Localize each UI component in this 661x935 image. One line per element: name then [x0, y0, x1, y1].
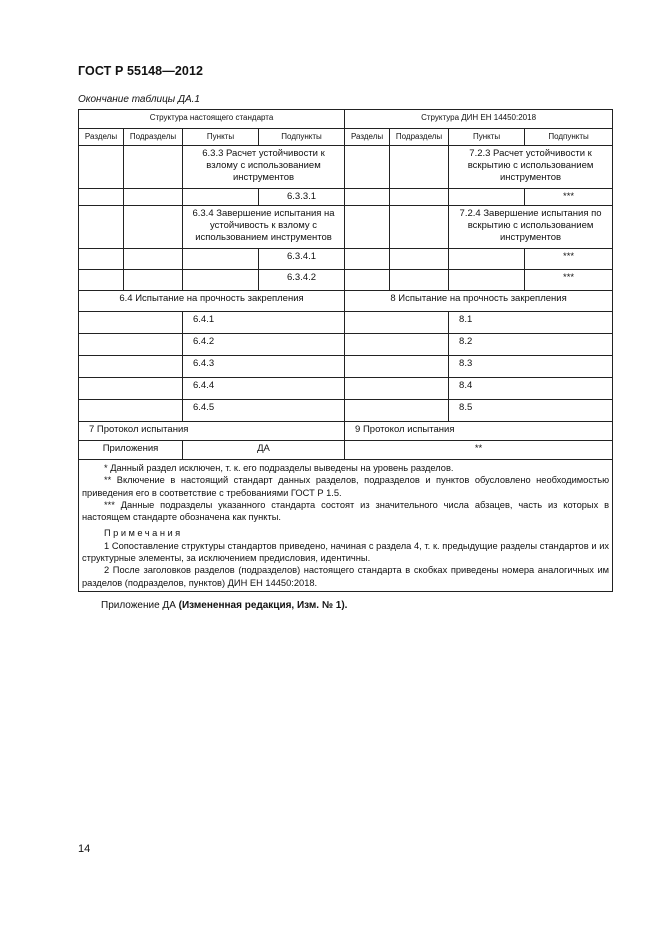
- point-cell: 8.3: [449, 356, 613, 378]
- col-header: Подразделы: [124, 129, 183, 146]
- table-row: [79, 441, 613, 460]
- point-cell: 8.1: [449, 312, 613, 334]
- col-header: Подпункты: [525, 129, 613, 146]
- amendment-note: [101, 600, 347, 611]
- item-cell: 7.2.4 Завершение испытания по вскрытию с использованием инструментов: [449, 206, 613, 249]
- document-header: ГОСТ Р 55148—2012: [78, 64, 204, 78]
- item-cell: 6.3.4 Завершение испытания на устойчивость к взлому с использованием инструментов: [183, 206, 345, 249]
- section-cell: 6.4 Испытание на прочность закрепления: [79, 291, 345, 312]
- table-row: [79, 400, 613, 422]
- table-row: [79, 249, 613, 270]
- col-header: Разделы: [345, 129, 390, 146]
- comparison-table: [78, 109, 613, 592]
- subitem-cell: ***: [525, 249, 613, 270]
- group-left-header: Структура настоящего стандарта: [79, 110, 345, 129]
- point-cell: 6.4.5: [183, 400, 345, 422]
- footnote: *** Данные подразделы указанного стандарта состоят из значительного числа абзацев, часть из которых в настоящем стандарте обозначена как пункты.: [82, 499, 610, 523]
- table-row: [79, 312, 613, 334]
- appendix-cell: ДА: [183, 441, 345, 460]
- appendix-label: Приложения: [79, 441, 183, 460]
- col-header: Разделы: [79, 129, 124, 146]
- point-cell: 6.4.4: [183, 378, 345, 400]
- footnote: ** Включение в настоящий стандарт данных разделов, подразделов и пунктов обусловлено необходимостью приведения его в соответствие с требованиями ГОСТ Р 1.5.: [82, 475, 610, 498]
- protocol-cell: 9 Протокол испытания: [345, 422, 613, 441]
- point-cell: 6.4.2: [183, 334, 345, 356]
- page-number: 14: [78, 843, 91, 855]
- col-header: Подразделы: [390, 129, 449, 146]
- table-row: [79, 422, 613, 441]
- item-cell: 6.3.3 Расчет устойчивости к взлому с использованием инструментов: [183, 146, 345, 189]
- col-header: Пункты: [183, 129, 259, 146]
- point-cell: 8.2: [449, 334, 613, 356]
- table-caption: Окончание таблицы ДА.1: [78, 94, 200, 105]
- table-row: [79, 378, 613, 400]
- subitem-cell: ***: [525, 270, 613, 291]
- table-row: [79, 189, 613, 206]
- subitem-cell: 6.3.4.2: [259, 270, 345, 291]
- table-row: [79, 146, 613, 189]
- note: 2 После заголовков разделов (подразделов) настоящего стандарта в скобках приведены номера аналогичных им разделов (подразделов, пунктов) ДИН ЕН 14450:2018.: [82, 565, 610, 588]
- notes-title: Примечания: [104, 528, 183, 539]
- footnotes-row: [79, 460, 613, 592]
- subitem-cell: 6.3.3.1: [259, 189, 345, 206]
- amendment-prefix: Приложение ДА: [101, 600, 176, 611]
- table-row: [79, 270, 613, 291]
- subitem-cell: ***: [525, 189, 613, 206]
- amendment-bold: (Измененная редакция, Изм. № 1).: [178, 600, 348, 611]
- note: 1 Сопоставление структуры стандартов приведено, начиная с раздела 4, т. к. предыдущие разделы стандартов и их структурные элементы, за исключением предисловия, идентичны.: [82, 540, 610, 564]
- point-cell: 6.4.1: [183, 312, 345, 334]
- point-cell: 6.4.3: [183, 356, 345, 378]
- section-cell: 8 Испытание на прочность закрепления: [345, 291, 613, 312]
- group-right-header: Структура ДИН ЕН 14450:2018: [345, 110, 613, 129]
- group-header-row: [79, 110, 613, 129]
- table-row: [79, 206, 613, 249]
- point-cell: 8.4: [449, 378, 613, 400]
- table-row: [79, 291, 613, 312]
- column-header-row: [79, 129, 613, 146]
- protocol-cell: 7 Протокол испытания: [79, 422, 345, 441]
- footnotes-block: [79, 460, 613, 592]
- item-cell: 7.2.3 Расчет устойчивости к вскрытию с использованием инструментов: [449, 146, 613, 189]
- subitem-cell: 6.3.4.1: [259, 249, 345, 270]
- footnote: * Данный раздел исключен, т. к. его подразделы выведены на уровень разделов.: [104, 463, 454, 473]
- table-row: [79, 334, 613, 356]
- appendix-cell: **: [345, 441, 613, 460]
- point-cell: 8.5: [449, 400, 613, 422]
- table-row: [79, 356, 613, 378]
- col-header: Пункты: [449, 129, 525, 146]
- col-header: Подпункты: [259, 129, 345, 146]
